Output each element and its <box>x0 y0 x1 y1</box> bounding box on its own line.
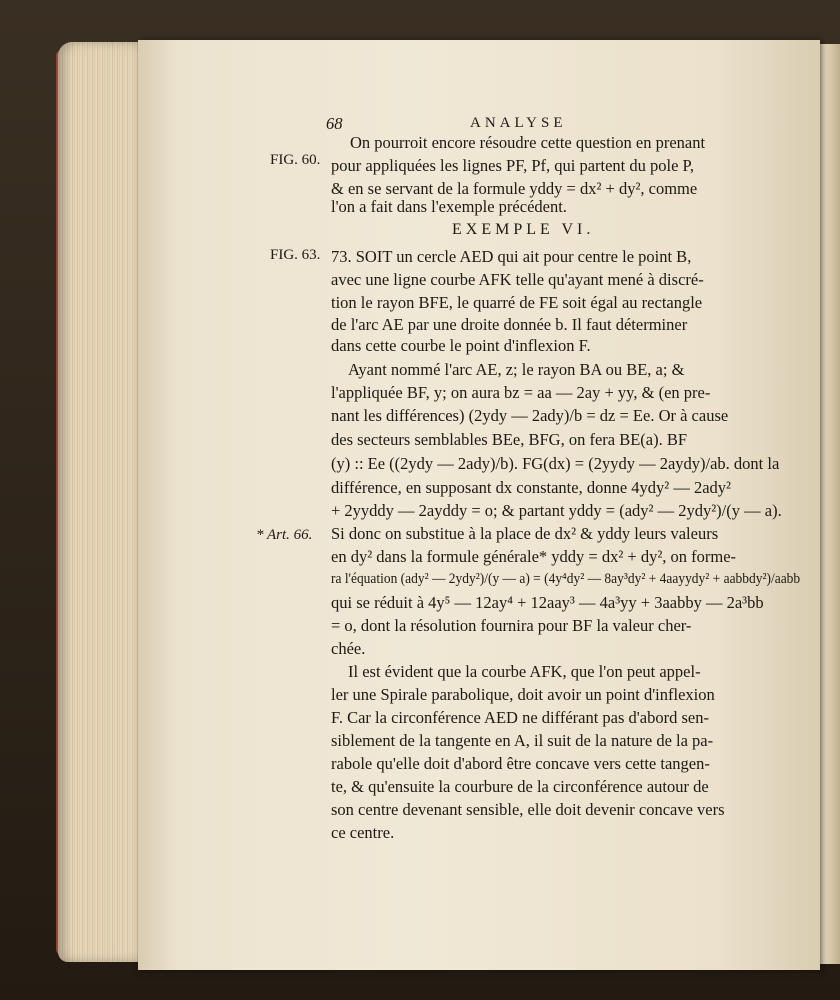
text-line: rabole qu'elle doit d'abord être concave vers cette tangen- <box>331 754 710 773</box>
text-line: On pourroit encore résoudre cette question en prenant <box>350 133 706 152</box>
text-line: pour appliquées les lignes PF, Pf, qui partent du pole P, <box>331 156 695 175</box>
running-title: ANALYSE <box>470 115 567 131</box>
text-line: nant les différences) (2ydy — 2ady)/b = dz = Ee. Or à cause <box>331 406 729 425</box>
text-line: différence, en supposant dx constante, donne 4ydy² — 2ady² <box>331 478 731 497</box>
text-line: Il est évident que la courbe AFK, que l'on peut appel- <box>348 662 701 681</box>
margin-note-art66: * Art. 66. <box>256 527 313 543</box>
page-number: 68 <box>326 114 343 133</box>
text-line: te, & qu'ensuite la courbure de la circonférence autour de <box>331 777 709 796</box>
text-line: l'appliquée BF, y; on aura bz = aa — 2ay + yy, & (en pre- <box>331 383 711 402</box>
margin-note-fig60: FIG. 60. <box>270 152 321 168</box>
text-line: (y) :: Ee ((2ydy — 2ady)/b). FG(dx) = (2yydy — 2aydy)/ab. dont la <box>331 454 780 473</box>
text-line: en dy² dans la formule générale* yddy = dx² + dy², on forme- <box>331 547 737 566</box>
text-line: de l'arc AE par une droite donnée b. Il faut déterminer <box>331 315 688 334</box>
text-line: ler une Spirale parabolique, doit avoir un point d'inflexion <box>331 685 715 704</box>
text-line: l'on a fait dans l'exemple précédent. <box>331 197 567 216</box>
text-line: tion le rayon BFE, le quarré de FE soit égal au rectangle <box>331 293 703 312</box>
section-heading: EXEMPLE VI. <box>452 221 595 238</box>
text-line: avec une ligne courbe AFK telle qu'ayant mené à discré- <box>331 270 704 289</box>
text-line: son centre devenant sensible, elle doit devenir concave vers <box>331 800 725 819</box>
text-line: des secteurs semblables BEe, BFG, on fera BE(a). BF <box>331 430 688 449</box>
text-line: Si donc on substitue à la place de dx² & yddy leurs valeurs <box>331 524 719 543</box>
text-line: dans cette courbe le point d'inflexion F. <box>331 336 591 355</box>
text-line: 73. SOIT un cercle AED qui ait pour centre le point B, <box>331 247 692 266</box>
text-line: siblement de la tangente en A, il suit de la nature de la pa- <box>331 731 714 750</box>
text-line: = o, dont la résolution fournira pour BF la valeur cher- <box>331 616 692 635</box>
text-line: ra l'équation (ady² — 2ydy²)/(y — a) = (4y⁴dy² — 8ay³dy² + 4aayydy² + aabbdy²)/aabb <box>331 571 801 587</box>
text-line: & en se servant de la formule yddy = dx² + dy², comme <box>331 179 698 198</box>
margin-note-fig63: FIG. 63. <box>270 247 321 263</box>
text-line: + 2yyddy — 2ayddy = o; & partant yddy = (ady² — 2ydy²)/(y — a). <box>331 501 782 520</box>
text-line: Ayant nommé l'arc AE, z; le rayon BA ou BE, a; & <box>348 360 685 379</box>
text-line: chée. <box>331 639 366 658</box>
text-line: ce centre. <box>331 823 395 842</box>
text-line: qui se réduit à 4y⁵ — 12ay⁴ + 12aay³ — 4a³yy + 3aabby — 2a³bb <box>331 593 764 612</box>
text-line: F. Car la circonférence AED ne différant pas d'abord sen- <box>331 708 709 727</box>
